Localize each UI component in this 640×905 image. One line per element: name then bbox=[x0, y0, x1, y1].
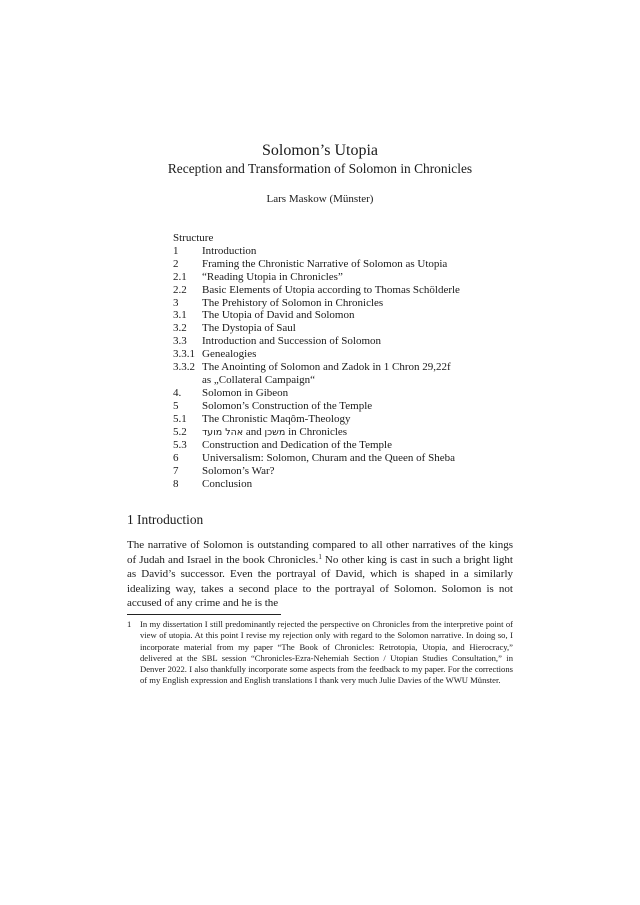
toc-item bbox=[173, 426, 493, 440]
article-author: Lars Maskow (Münster) bbox=[266, 193, 374, 205]
toc-item bbox=[173, 452, 493, 465]
toc-item-number: 3.3 bbox=[173, 335, 187, 348]
footnote-number: 1 bbox=[127, 619, 132, 629]
footnote-reference[interactable]: 1 bbox=[318, 552, 322, 561]
toc-item-number: 7 bbox=[173, 465, 179, 478]
toc-item-number: 4. bbox=[173, 386, 182, 399]
article-subtitle: Reception and Transformation of Solomon in Chronicles bbox=[167, 161, 473, 176]
paragraph-text-continued: No other king is cast in such a bright light as David’s successor. Even the portrayal of David, which is shaped in a similarly idealizing way, takes a second place to the portrayal of Solomon. Solomon is not accused of any crime and he is the bbox=[127, 553, 513, 609]
toc-item bbox=[173, 413, 493, 426]
toc-item-title: Genealogies bbox=[202, 348, 257, 361]
toc-item bbox=[173, 478, 493, 491]
toc-item-title: “Reading Utopia in Chronicles” bbox=[202, 270, 343, 283]
toc-item-title: Introduction bbox=[202, 244, 257, 257]
toc-item-title-wrapper bbox=[202, 426, 493, 440]
toc-item bbox=[173, 245, 493, 258]
toc-item-number: 3.2 bbox=[173, 322, 187, 335]
toc-item-title: Universalism: Solomon, Churam and the Queen of Sheba bbox=[202, 452, 455, 465]
toc-item-title: The Dystopia of Saul bbox=[202, 322, 296, 335]
toc-item-title: The Utopia of David and Solomon bbox=[202, 309, 355, 322]
toc-item-title-wrapper bbox=[202, 361, 493, 387]
toc-item-title-tail: in Chronicles bbox=[285, 425, 348, 438]
toc-item-title: Conclusion bbox=[202, 478, 253, 491]
toc-item bbox=[173, 361, 493, 387]
body-paragraph bbox=[127, 538, 513, 611]
footnote bbox=[127, 619, 513, 687]
toc-item-number: 5 bbox=[173, 399, 179, 412]
toc-item-number: 3.3.2 bbox=[173, 361, 195, 374]
toc-item-number: 5.1 bbox=[173, 412, 187, 425]
toc-item-number: 3 bbox=[173, 296, 179, 309]
toc-item-number: 5.2 bbox=[173, 425, 187, 438]
hebrew-term-ohel-moed: אהל מועד bbox=[202, 426, 244, 438]
toc-item-title-middle: and bbox=[243, 425, 265, 438]
section-heading: 1 Introduction bbox=[127, 512, 204, 527]
toc-item bbox=[173, 258, 493, 271]
toc-heading: Structure bbox=[173, 232, 214, 244]
toc-item-title: Solomon’s Construction of the Temple bbox=[202, 399, 373, 412]
footnote-separator bbox=[127, 614, 281, 615]
toc-item bbox=[173, 271, 493, 284]
toc-item-title: The Anointing of Solomon and Zadok in 1 Chron 29,22f bbox=[202, 361, 451, 374]
table-of-contents bbox=[173, 232, 493, 491]
toc-item bbox=[173, 387, 493, 400]
toc-item-title: Framing the Chronistic Narrative of Solomon as Utopia bbox=[202, 257, 448, 270]
toc-item bbox=[173, 297, 493, 310]
toc-item-title: The Prehistory of Solomon in Chronicles bbox=[202, 296, 384, 309]
toc-item bbox=[173, 465, 493, 478]
toc-item-title: Construction and Dedication of the Temple bbox=[202, 439, 392, 452]
toc-item-number: 2.1 bbox=[173, 270, 187, 283]
toc-item bbox=[173, 335, 493, 348]
toc-item bbox=[173, 400, 493, 413]
toc-item-number: 3.3.1 bbox=[173, 348, 195, 361]
toc-item-title: Basic Elements of Utopia according to Thomas Schölderle bbox=[202, 283, 460, 296]
toc-item-number: 8 bbox=[173, 478, 179, 491]
toc-item-number: 6 bbox=[173, 452, 179, 465]
toc-item-title: Introduction and Succession of Solomon bbox=[202, 335, 382, 348]
toc-item-title: The Chronistic Maqôm-Theology bbox=[202, 412, 351, 425]
toc-item-number: 1 bbox=[173, 244, 179, 257]
toc-item bbox=[173, 284, 493, 297]
toc-item-title: Solomon’s War? bbox=[202, 465, 275, 478]
toc-item bbox=[173, 322, 493, 335]
toc-item-number: 2.2 bbox=[173, 283, 187, 296]
toc-item-number: 2 bbox=[173, 257, 179, 270]
toc-item-number: 3.1 bbox=[173, 309, 187, 322]
toc-item-number: 5.3 bbox=[173, 439, 187, 452]
article-title: Solomon’s Utopia bbox=[261, 142, 378, 159]
toc-item bbox=[173, 439, 493, 452]
toc-item bbox=[173, 348, 493, 361]
toc-item-title-continuation: as „Collateral Campaign“ bbox=[202, 373, 316, 386]
footnote-text: In my dissertation I still predominantly rejected the perspective on Chronicles from the interpretive point of view of utopia. At this point I revise my rejection only with regard to the Solomon narrative. In doing so, I incorporate material from my paper “The Book of Chronicles: Retrotopia, Utopia, and Hierocracy,” delivered at the SBL session “Chronicles-Ezra-Nehemiah Section / Utopian Studies Consultation,” in Denver 2022. I also thankfully incorporate some aspects from the feedback to my paper. For the corrections of my English expression and English translations I thank very much Julie Davies of the WWU Münster. bbox=[140, 619, 513, 686]
toc-item-title: Solomon in Gibeon bbox=[202, 386, 289, 399]
paragraph-text: The narrative of Solomon is outstanding compared to all other narratives of the kings of Judah and Israel in the book Chronicles. bbox=[127, 539, 513, 566]
toc-item bbox=[173, 309, 493, 322]
hebrew-term-mishkan: משכן bbox=[264, 426, 286, 438]
